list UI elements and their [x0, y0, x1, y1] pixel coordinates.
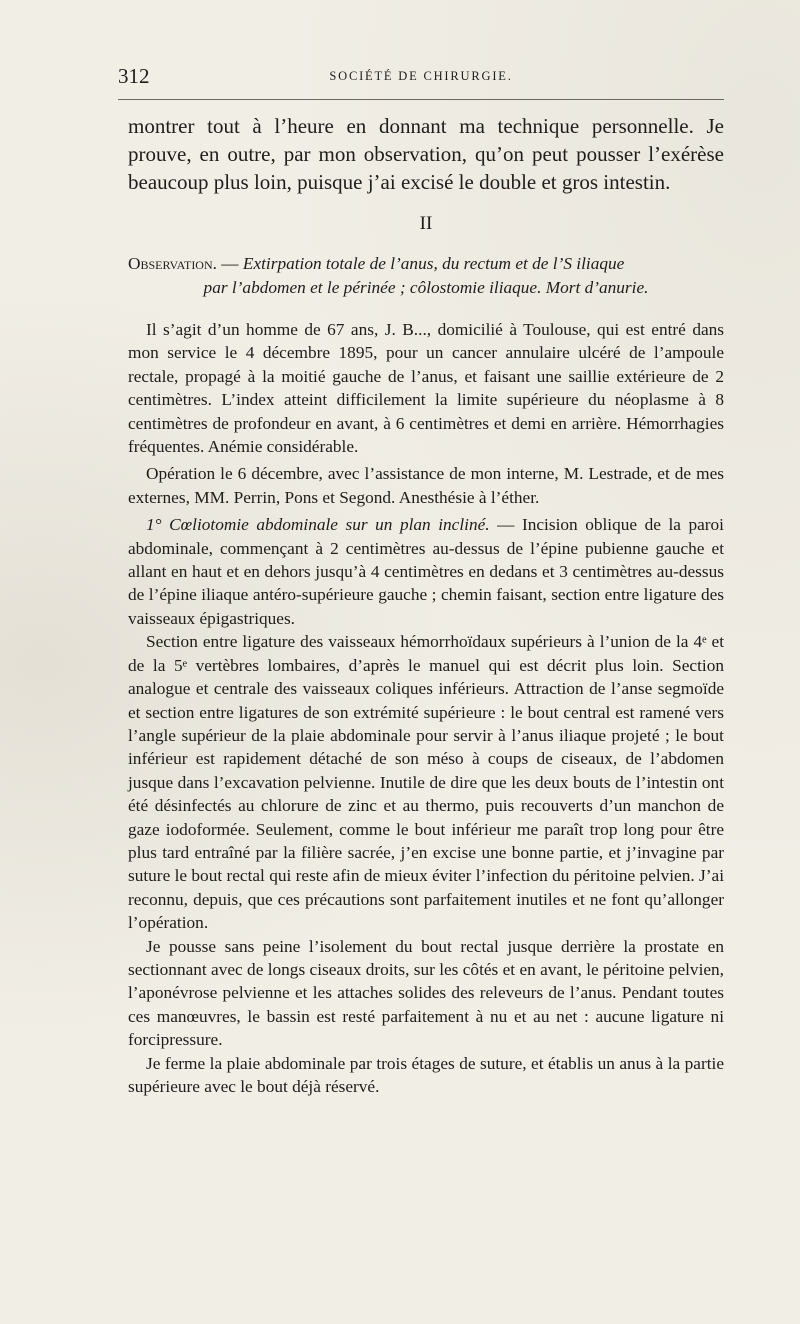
paragraph-fermeture: Je ferme la plaie abdominale par trois étages de suture, et établis un anus à la partie supérieure avec le bout déjà réservé. — [128, 1053, 724, 1096]
paragraph-coeliotomie-text: — Incision oblique de la paroi abdominale, commençant à 2 centimètres au-dessus de l’épine pubienne gauche et allant en haut et en dehors jusqu’à 4 centimètres en dedans et 3 centimètres au-dessus de l’épine iliaque antéro-supérieure gauche ; chemin faisant, section entre ligature des vaisseaux épigastriques. — [128, 515, 724, 628]
running-title: SOCIÉTÉ DE CHIRURGIE. — [329, 69, 513, 83]
page-number: 312 — [118, 64, 150, 88]
section-number: II — [419, 213, 433, 234]
paragraph-patient: Il s’agit d’un homme de 67 ans, J. B..., domicilié à Toulouse, qui est entré dans mon service le 4 décembre 1895, pour un cancer annulaire ulcéré de l’ampoule rectale, propagé à la moitié gauche de l’anus, et faisant une saillie extérieure de 2 centimètres. L’index atteint difficilement la limite supérieure du néoplasme à 8 centimètres de profondeur en avant, à 6 centimètres et demi en arrière. Hémorrhagies fréquentes. Anémie considérable. — [128, 320, 724, 457]
paragraph-operation: Opération le 6 décembre, avec l’assistance de mon interne, M. Lestrade, et de mes externes, MM. Perrin, Pons et Segond. Anesthésie à l’éther. — [128, 464, 724, 507]
observation-heading — [128, 252, 724, 300]
page-header — [118, 62, 724, 92]
intro-paragraph: montrer tout à l’heure en donnant ma technique personnelle. Je prouve, en outre, par mon observation, qu’on peut pousser l’exérèse beaucoup plus loin, puisque j’ai excisé le double et gros intestin. — [128, 114, 724, 194]
paragraph-coeliotomie — [128, 513, 724, 630]
observation-title-line1: Extirpation totale de l’anus, du rectum et de l’S iliaque — [242, 254, 625, 273]
paragraph-isolement: Je pousse sans peine l’isolement du bout rectal jusque derrière la prostate en sectionnant avec de longs ciseaux droits, sur les côtés et en avant, le péritoine pelvien, l’aponévrose pelvienne et les attaches solides des releveurs de l’anus. Pendant toutes ces manœuvres, le bassin est resté parfaitement à nu et au net : aucune ligature ni forcipressure. — [128, 936, 724, 1050]
observation-title-line2: par l’abdomen et le périnée ; côlostomie iliaque. Mort d’anurie. — [203, 278, 649, 297]
paragraph-section: Section entre ligature des vaisseaux hémorrhoïdaux supérieurs à l’union de la 4ᵉ et de la 5ᵉ vertèbres lombaires, d’après le manuel qui est décrit plus loin. Section analogue et centrale des vaisseaux coliques inférieurs. Attraction de l’anse segmoïde et section entre ligatures de son extrémité supérieure : le bout central est ramené vers l’angle supérieur de la plaie abdominale pour servir à l’anus iliaque projeté ; le bout inférieur est rapidement détaché de son méso à coups de ciseaux, de l’abdomen jusque dans l’excavation pelvienne. Inutile de dire que les deux bouts de l’intestin ont été désinfectés au chlorure de zinc et au thermo, puis recouverts d’un manchon de gaze iodoformée. Seulement, comme le bout inférieur me paraît trop long pour être plus tard entraîné par la filière sacrée, j’en excise une bonne partie, et j’invagine par suture le bout rectal qui reste afin de mieux éviter l’infection du péritoine pelvien. J’ai reconnu, depuis, que ces précautions sont parfaitement inutiles et ne font qu’allonger l’opération. — [128, 632, 724, 933]
page-body — [128, 112, 724, 1098]
header-rule — [118, 99, 724, 100]
observation-dash: — — [216, 254, 243, 273]
observation-label: Observation. — [128, 254, 217, 273]
paragraph-coeliotomie-lead: 1° Cœliotomie abdominale sur un plan incliné. — [146, 515, 490, 535]
